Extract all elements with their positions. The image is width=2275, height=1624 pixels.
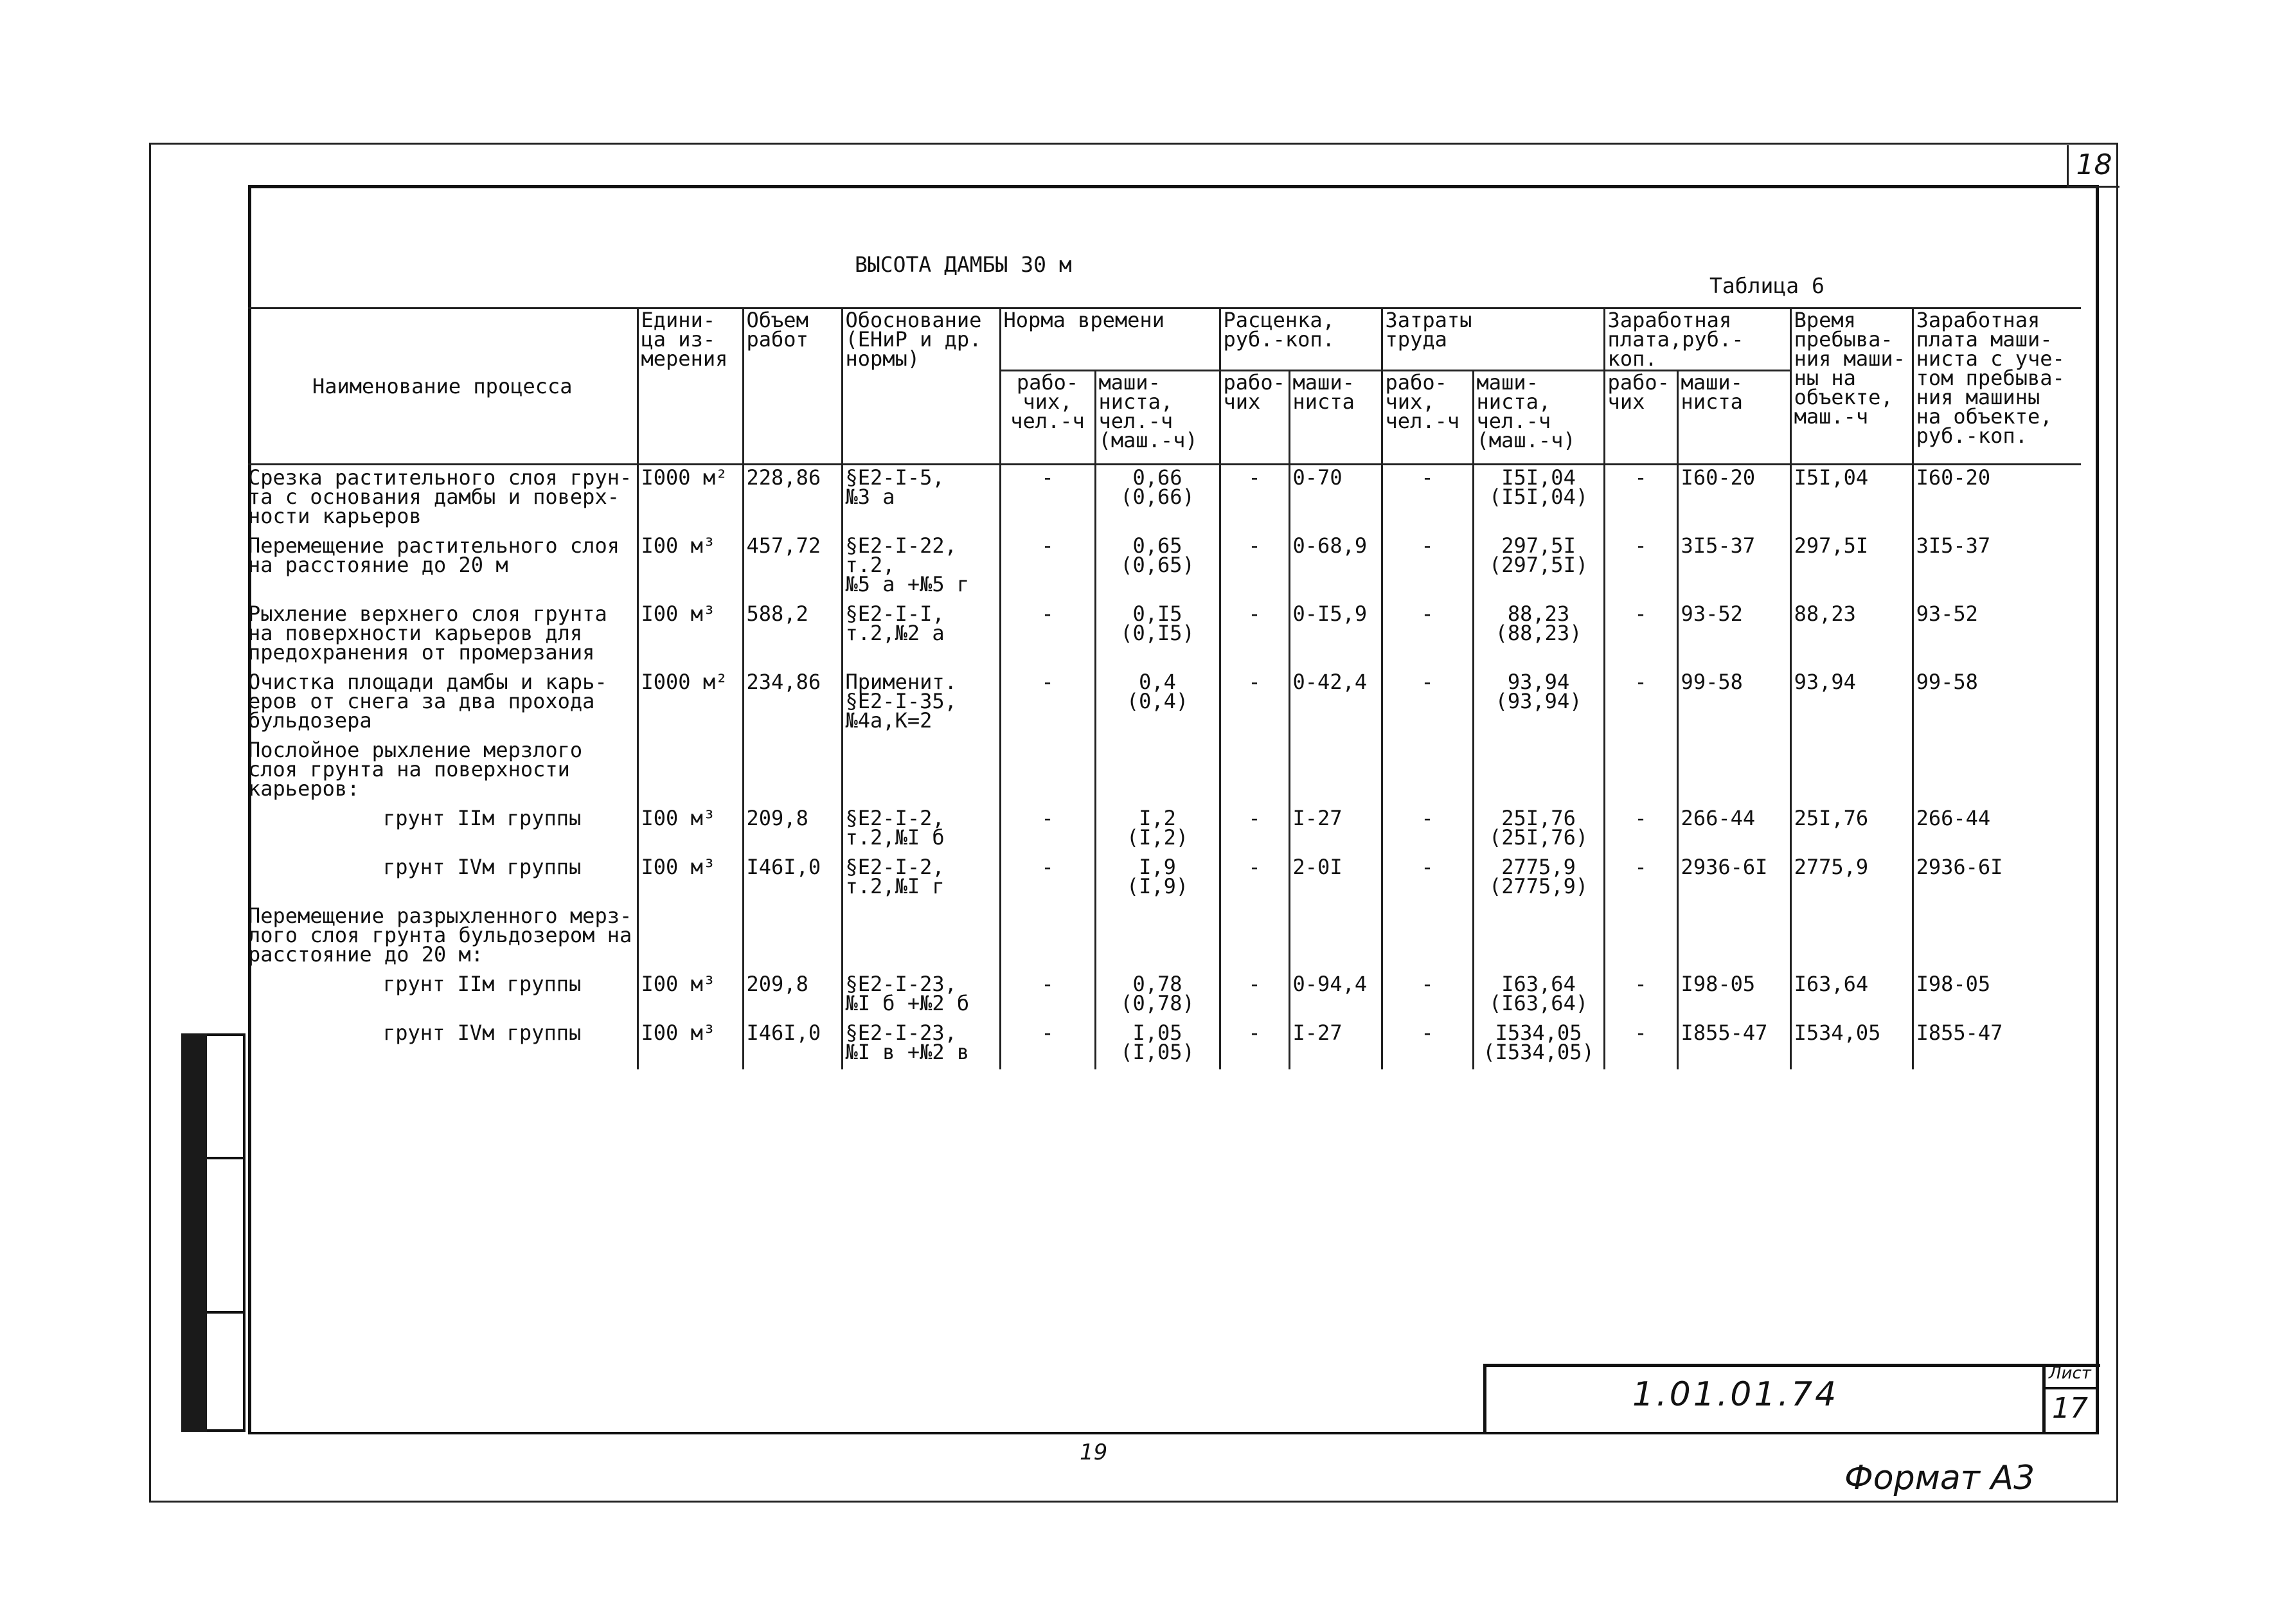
rate-workers-cell [1220, 738, 1289, 806]
wage-workers-cell: - [1604, 806, 1677, 855]
unit-cell [638, 738, 743, 806]
basis-cell: §Е2-I-2, т.2,№I г [842, 855, 1000, 904]
rate-workers-cell: - [1220, 465, 1289, 534]
unit-cell: I00 м³ [638, 602, 743, 670]
wage-stay-cell: 3I5-37 [1913, 533, 2081, 602]
rate-workers-cell: - [1220, 972, 1289, 1021]
labor-workers-cell: - [1382, 465, 1473, 534]
sheet-number: 17 [2052, 1392, 2088, 1425]
wage-driver-cell: 266-44 [1677, 806, 1790, 855]
wage-driver-cell: I855-47 [1677, 1021, 1790, 1069]
table-row [248, 806, 2081, 855]
labor-driver-cell [1473, 738, 1604, 806]
header-basis: Обоснование (ЕНиР и др. нормы) [842, 308, 1000, 465]
time-driver-cell: 0,65 (0,65) [1095, 533, 1220, 602]
labor-driver-cell [1473, 904, 1604, 972]
volume-cell: 228,86 [743, 465, 842, 534]
time-driver-cell: I,05 (I,05) [1095, 1021, 1220, 1069]
time-workers-cell: - [1000, 465, 1095, 534]
header-sub-driver-h: маши- ниста, чел.-ч (маш.-ч) [1095, 371, 1220, 465]
stay-time-cell [1790, 738, 1913, 806]
wage-stay-cell: I60-20 [1913, 465, 2081, 534]
process-name: Очистка площади дамбы и карь- еров от снега за два прохода бульдозера [248, 670, 607, 733]
header-stay-time: Время пребыва- ния маши- ны на объекте, маш.-ч [1790, 308, 1913, 465]
labor-workers-cell: - [1382, 855, 1473, 904]
labor-workers-cell: - [1382, 1021, 1473, 1069]
basis-cell: Применит. §Е2-I-35, №4а,К=2 [842, 670, 1000, 738]
labor-driver-cell: 2775,9 (2775,9) [1473, 855, 1604, 904]
basis-cell: §Е2-I-22, т.2, №5 а +№5 г [842, 533, 1000, 602]
rate-driver-cell: I-27 [1289, 806, 1382, 855]
wage-stay-cell: I855-47 [1913, 1021, 2081, 1069]
process-name: Перемещение растительного слоя на расстояние до 20 м [248, 533, 620, 577]
time-workers-cell: - [1000, 855, 1095, 904]
header-wage-stay: Заработная плата маши- ниста с уче- том пребыва- ния машины на объекте, руб.-коп. [1913, 308, 2081, 465]
table-body [248, 465, 2081, 1070]
basis-cell [842, 904, 1000, 972]
table-row [248, 670, 2081, 738]
unit-cell: I00 м³ [638, 972, 743, 1021]
stay-time-cell: 297,5I [1790, 533, 1913, 602]
process-name: Рыхление верхнего слоя грунта на поверхности карьеров для предохранения от промерзания [248, 602, 607, 665]
time-driver-cell: I,9 (I,9) [1095, 855, 1220, 904]
rate-driver-cell: 0-42,4 [1289, 670, 1382, 738]
stay-time-cell: 93,94 [1790, 670, 1913, 738]
wage-stay-cell: I98-05 [1913, 972, 2081, 1021]
table-row [248, 602, 2081, 670]
rate-workers-cell: - [1220, 855, 1289, 904]
table-row [248, 465, 2081, 534]
rate-workers-cell: - [1220, 533, 1289, 602]
wage-driver-cell: I98-05 [1677, 972, 1790, 1021]
rate-workers-cell: - [1220, 670, 1289, 738]
header-time-norm: Норма времени [1000, 308, 1220, 371]
labor-workers-cell: - [1382, 806, 1473, 855]
rate-driver-cell: 0-70 [1289, 465, 1382, 534]
rate-driver-cell: I-27 [1289, 1021, 1382, 1069]
labor-driver-cell: I5I,04 (I5I,04) [1473, 465, 1604, 534]
wage-stay-cell: 266-44 [1913, 806, 2081, 855]
table-row [248, 855, 2081, 904]
wage-stay-cell [1913, 738, 2081, 806]
wage-workers-cell: - [1604, 972, 1677, 1021]
process-name: Срезка растительного слоя грун- та с основания дамбы и поверх- ности карьеров [248, 465, 632, 528]
header-volume: Объем работ [743, 308, 842, 465]
process-name: грунт IIм группы [383, 972, 582, 996]
time-driver-cell: 0,I5 (0,I5) [1095, 602, 1220, 670]
rate-driver-cell: 2-0I [1289, 855, 1382, 904]
stay-time-cell: I63,64 [1790, 972, 1913, 1021]
header-wage: Заработная плата,руб.-коп. [1604, 308, 1790, 371]
wage-workers-cell: - [1604, 465, 1677, 534]
header-unit: Едини- ца из- мерения [638, 308, 743, 465]
stay-time-cell: 25I,76 [1790, 806, 1913, 855]
time-workers-cell: - [1000, 806, 1095, 855]
volume-cell: 588,2 [743, 602, 842, 670]
rate-workers-cell [1220, 904, 1289, 972]
table-row [248, 904, 2081, 972]
unit-cell: I000 м² [638, 465, 743, 534]
rate-driver-cell: 0-68,9 [1289, 533, 1382, 602]
time-workers-cell: - [1000, 972, 1095, 1021]
wage-workers-cell [1604, 738, 1677, 806]
document-title: ВЫСОТА ДАМБЫ 30 м [855, 252, 1072, 277]
header-sub-workers-h: рабо- чих, чел.-ч [1000, 371, 1095, 465]
table-number: Таблица 6 [1709, 273, 1824, 298]
volume-cell: 209,8 [743, 806, 842, 855]
volume-cell: I46I,0 [743, 855, 842, 904]
sheet-label: Лист [2042, 1364, 2098, 1389]
labor-driver-cell: I534,05 (I534,05) [1473, 1021, 1604, 1069]
rate-workers-cell: - [1220, 1021, 1289, 1069]
header-sub-wage-driver: маши- ниста [1677, 371, 1790, 465]
header-sub-labor-driver: маши- ниста, чел.-ч (маш.-ч) [1473, 371, 1604, 465]
unit-cell: I00 м³ [638, 533, 743, 602]
time-workers-cell [1000, 738, 1095, 806]
time-driver-cell: I,2 (I,2) [1095, 806, 1220, 855]
labor-workers-cell: - [1382, 670, 1473, 738]
header-rate: Расценка, руб.-коп. [1220, 308, 1382, 371]
wage-stay-cell: 2936-6I [1913, 855, 2081, 904]
side-stamp-bar [181, 1033, 207, 1432]
header-name: Наименование процесса [248, 308, 638, 465]
volume-cell: I46I,0 [743, 1021, 842, 1069]
stay-time-cell: 88,23 [1790, 602, 1913, 670]
labor-workers-cell: - [1382, 972, 1473, 1021]
header-sub-labor-workers: рабо- чих, чел.-ч [1382, 371, 1473, 465]
volume-cell [743, 904, 842, 972]
basis-cell: §Е2-I-23, №I в +№2 в [842, 1021, 1000, 1069]
table-row [248, 738, 2081, 806]
wage-driver-cell: 3I5-37 [1677, 533, 1790, 602]
process-name: грунт IVм группы [383, 855, 582, 879]
labor-workers-cell: - [1382, 533, 1473, 602]
rate-driver-cell: 0-I5,9 [1289, 602, 1382, 670]
labor-driver-cell: 25I,76 (25I,76) [1473, 806, 1604, 855]
labor-workers-cell: - [1382, 602, 1473, 670]
time-workers-cell: - [1000, 670, 1095, 738]
wage-stay-cell: 99-58 [1913, 670, 2081, 738]
side-stamp-divider [207, 1311, 245, 1314]
labor-driver-cell: 88,23 (88,23) [1473, 602, 1604, 670]
wage-driver-cell [1677, 738, 1790, 806]
process-name: Перемещение разрыхленного мерз- лого слоя грунта бульдозером на расстояние до 20 м: [248, 904, 632, 967]
process-name: грунт IIм группы [383, 806, 582, 830]
header-sub-workers: рабо- чих [1220, 371, 1289, 465]
labor-driver-cell: 297,5I (297,5I) [1473, 533, 1604, 602]
volume-cell [743, 738, 842, 806]
rate-driver-cell: 0-94,4 [1289, 972, 1382, 1021]
time-workers-cell: - [1000, 602, 1095, 670]
stay-time-cell: I5I,04 [1790, 465, 1913, 534]
volume-cell: 457,72 [743, 533, 842, 602]
table-row [248, 972, 2081, 1021]
time-driver-cell: 0,66 (0,66) [1095, 465, 1220, 534]
labor-driver-cell: I63,64 (I63,64) [1473, 972, 1604, 1021]
labor-workers-cell [1382, 904, 1473, 972]
basis-cell: §Е2-I-2, т.2,№I б [842, 806, 1000, 855]
time-driver-cell [1095, 904, 1220, 972]
header-sub-wage-workers: рабо- чих [1604, 371, 1677, 465]
basis-cell: §Е2-I-23, №I б +№2 б [842, 972, 1000, 1021]
basis-cell: §Е2-I-5, №3 а [842, 465, 1000, 534]
header-labor: Затраты труда [1382, 308, 1604, 371]
stay-time-cell [1790, 904, 1913, 972]
page-number: 19 [1080, 1440, 1108, 1465]
unit-cell: I00 м³ [638, 806, 743, 855]
rate-workers-cell: - [1220, 806, 1289, 855]
side-stamp-divider [207, 1157, 245, 1159]
rate-workers-cell: - [1220, 602, 1289, 670]
process-name: грунт IVм группы [383, 1021, 582, 1045]
basis-cell: §Е2-I-I, т.2,№2 а [842, 602, 1000, 670]
stay-time-cell: I534,05 [1790, 1021, 1913, 1069]
norms-table [248, 307, 2081, 1069]
wage-driver-cell [1677, 904, 1790, 972]
unit-cell: I00 м³ [638, 1021, 743, 1069]
wage-stay-cell: 93-52 [1913, 602, 2081, 670]
basis-cell [842, 738, 1000, 806]
labor-driver-cell: 93,94 (93,94) [1473, 670, 1604, 738]
time-driver-cell [1095, 738, 1220, 806]
table-row [248, 533, 2081, 602]
wage-workers-cell: - [1604, 533, 1677, 602]
top-sheet-number: 18 [2067, 145, 2119, 188]
header-sub-driver: маши- ниста [1289, 371, 1382, 465]
wage-workers-cell [1604, 904, 1677, 972]
unit-cell [638, 904, 743, 972]
rate-driver-cell [1289, 904, 1382, 972]
rate-driver-cell [1289, 738, 1382, 806]
table-row [248, 1021, 2081, 1069]
wage-workers-cell: - [1604, 670, 1677, 738]
process-name: Послойное рыхление мерзлого слоя грунта на поверхности карьеров: [248, 738, 583, 801]
document-code: 1.01.01.74 [1632, 1375, 1839, 1414]
volume-cell: 209,8 [743, 972, 842, 1021]
wage-stay-cell [1913, 904, 2081, 972]
unit-cell: I000 м² [638, 670, 743, 738]
wage-workers-cell: - [1604, 602, 1677, 670]
format-label: Формат А3 [1844, 1459, 2035, 1497]
time-workers-cell [1000, 904, 1095, 972]
time-driver-cell: 0,78 (0,78) [1095, 972, 1220, 1021]
wage-workers-cell: - [1604, 1021, 1677, 1069]
stay-time-cell: 2775,9 [1790, 855, 1913, 904]
wage-driver-cell: 99-58 [1677, 670, 1790, 738]
wage-driver-cell: I60-20 [1677, 465, 1790, 534]
unit-cell: I00 м³ [638, 855, 743, 904]
volume-cell: 234,86 [743, 670, 842, 738]
time-workers-cell: - [1000, 1021, 1095, 1069]
labor-workers-cell [1382, 738, 1473, 806]
wage-driver-cell: 93-52 [1677, 602, 1790, 670]
wage-workers-cell: - [1604, 855, 1677, 904]
time-workers-cell: - [1000, 533, 1095, 602]
wage-driver-cell: 2936-6I [1677, 855, 1790, 904]
time-driver-cell: 0,4 (0,4) [1095, 670, 1220, 738]
